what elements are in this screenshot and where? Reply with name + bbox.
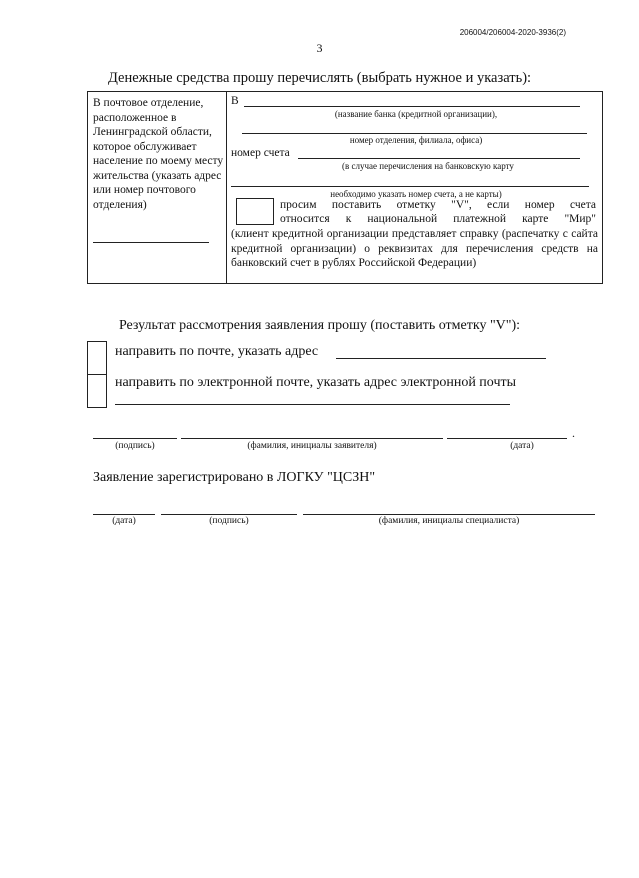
card-number-caption: необходимо указать номер счета, а не карты) xyxy=(330,189,502,199)
registration-date-field[interactable] xyxy=(93,514,155,515)
signature-end-dot: . xyxy=(572,426,575,440)
page-number: 3 xyxy=(316,41,323,55)
email-checkbox[interactable] xyxy=(87,374,107,408)
applicant-date-caption: (дата) xyxy=(510,441,534,451)
document-id: 206004/206004-2020-3936(2) xyxy=(459,28,566,37)
post-office-address-field[interactable] xyxy=(93,242,209,243)
payment-table xyxy=(87,91,603,284)
mail-address-field[interactable] xyxy=(336,358,546,359)
mail-checkbox[interactable] xyxy=(87,341,107,375)
payment-heading: Денежные средства прошу перечислять (выбрать нужное и указать): xyxy=(107,70,532,86)
applicant-signature-field[interactable] xyxy=(93,438,177,439)
bank-prefix: В xyxy=(231,95,239,107)
applicant-name-field[interactable] xyxy=(181,438,443,439)
mir-line-2: относится к национальной платежной карте "Мир" xyxy=(280,213,596,225)
mir-card-checkbox[interactable] xyxy=(236,198,274,225)
registration-text: Заявление зарегистрировано в ЛОГКУ "ЦСЗН" xyxy=(93,470,376,485)
result-heading: Результат рассмотрения заявления прошу (поставить отметку "V"): xyxy=(118,318,521,333)
account-number-field[interactable] xyxy=(298,158,580,159)
applicant-name-caption: (фамилия, инициалы заявителя) xyxy=(247,441,377,451)
email-option-label: направить по электронной почте, указать адрес электронной почты xyxy=(115,375,517,390)
card-caption: (в случае перечисления на банковскую карту xyxy=(342,161,514,171)
bank-name-caption: (название банка (кредитной организации), xyxy=(334,109,498,119)
specialist-name-field[interactable] xyxy=(303,514,595,515)
bank-branch-field[interactable] xyxy=(242,133,587,134)
bank-note: (клиент кредитной организации представляет справку (распечатку с сайта кредитной организации) о реквизитах для перечисления средств на банковский счет в рублях Российской Федерации) xyxy=(231,228,598,269)
post-office-option-text: В почтовое отделение, расположенное в Ленинградской области, которое обслуживает население по моему месту жительства (указать адрес или номер почтового отделения) xyxy=(93,97,224,211)
account-label: номер счета xyxy=(231,147,290,159)
account-extra-field[interactable] xyxy=(231,186,589,187)
mail-option-label: направить по почте, указать адрес xyxy=(115,344,319,359)
applicant-date-field[interactable] xyxy=(447,438,567,439)
email-address-field[interactable] xyxy=(115,404,510,405)
mir-line-1: просим поставить отметку "V", если номер счета xyxy=(280,199,596,211)
bank-branch-caption: номер отделения, филиала, офиса) xyxy=(349,135,483,145)
bank-name-field[interactable] xyxy=(244,106,580,107)
registration-signature-caption: (подпись) xyxy=(209,516,249,526)
specialist-name-caption: (фамилия, инициалы специалиста) xyxy=(378,516,520,526)
table-divider xyxy=(226,92,227,283)
registration-date-caption: (дата) xyxy=(112,516,136,526)
registration-signature-field[interactable] xyxy=(161,514,297,515)
applicant-signature-caption: (подпись) xyxy=(115,441,155,451)
